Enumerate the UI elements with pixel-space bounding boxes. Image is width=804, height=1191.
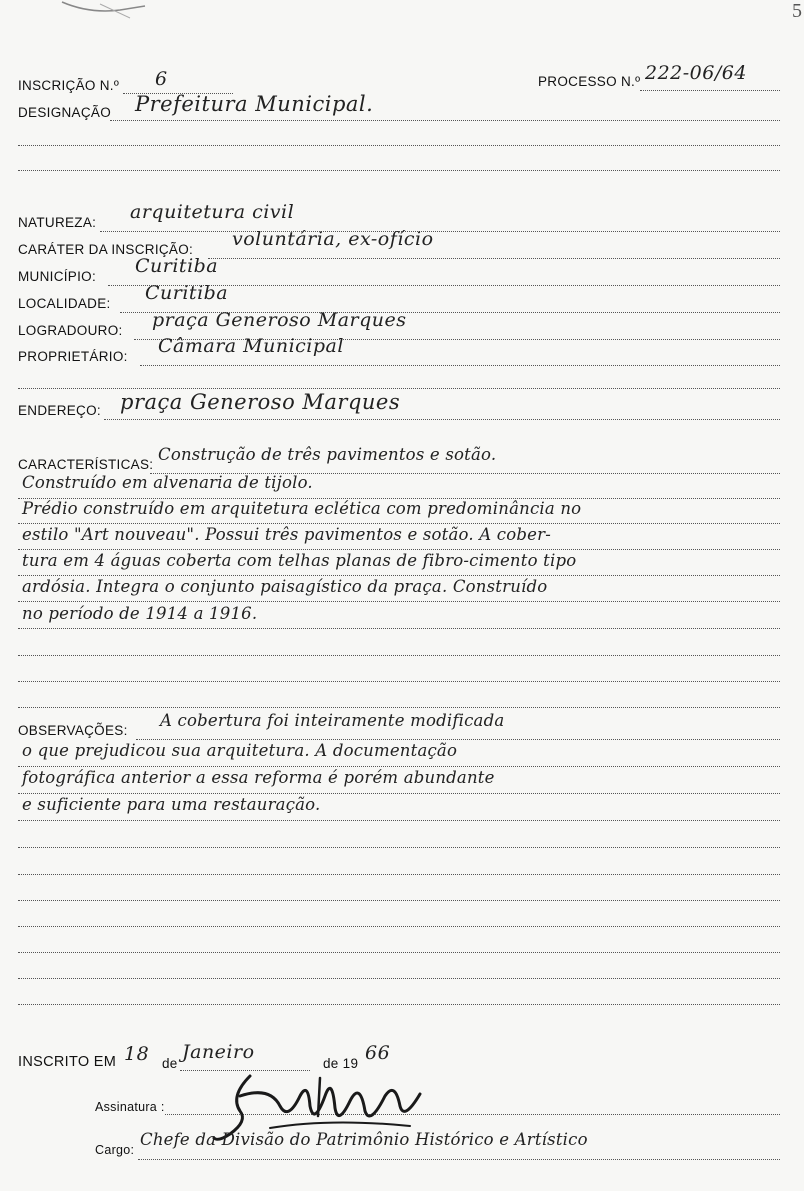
proprietario-label: PROPRIETÁRIO:	[18, 349, 128, 364]
caracteristicas-line-6: ardósia. Integra o conjunto paisagístico da praça. Construído	[22, 577, 548, 596]
natureza-value: arquitetura civil	[130, 201, 295, 223]
blank-line	[18, 900, 780, 901]
observacoes-line-1: A cobertura foi inteiramente modificada	[160, 711, 505, 730]
endereco-label: ENDEREÇO:	[18, 403, 101, 418]
caracteristicas-line-7: no período de 1914 a 1916.	[22, 604, 258, 623]
text-line	[18, 575, 780, 576]
localidade-label: LOCALIDADE:	[18, 296, 111, 311]
blank-line	[18, 170, 780, 171]
carater-label: CARÁTER DA INSCRIÇÃO:	[18, 242, 194, 257]
text-line	[18, 628, 780, 629]
natureza-label: NATUREZA:	[18, 215, 97, 230]
designacao-value: Prefeitura Municipal.	[135, 92, 374, 116]
text-line	[18, 601, 780, 602]
designacao-line	[110, 120, 780, 121]
cargo-label: Cargo:	[95, 1143, 135, 1157]
blank-line	[18, 874, 780, 875]
assinatura-label: Assinatura :	[95, 1100, 165, 1114]
text-line	[18, 766, 780, 767]
inscricao-label: INSCRIÇÃO N.º	[18, 78, 120, 93]
caracteristicas-label: CARACTERÍSTICAS:	[18, 457, 154, 472]
municipio-value: Curitiba	[135, 255, 219, 277]
inscrito-year: 66	[365, 1042, 391, 1064]
inscricao-value: 6	[155, 68, 168, 90]
inscrito-label: INSCRITO EM	[18, 1054, 117, 1070]
observacoes-line	[136, 739, 780, 740]
caracteristicas-line-1: Construção de três pavimentos e sotão.	[158, 445, 497, 464]
municipio-label: MUNICÍPIO:	[18, 269, 97, 284]
blank-line	[18, 707, 780, 708]
blank-line	[18, 681, 780, 682]
processo-label: PROCESSO N.º	[538, 74, 641, 89]
designacao-label: DESIGNAÇÃO	[18, 105, 112, 120]
text-line	[18, 549, 780, 550]
carater-line	[208, 258, 780, 259]
text-line	[18, 820, 780, 821]
blank-line	[18, 978, 780, 979]
logradouro-value: praça Generoso Marques	[152, 309, 407, 331]
inscrito-de-2: de 19	[323, 1056, 359, 1071]
logradouro-label: LOGRADOURO:	[18, 323, 123, 338]
observacoes-line-3: fotográfica anterior a essa reforma é porém abundante	[22, 768, 495, 787]
text-line	[18, 523, 780, 524]
edge-page-number: 5	[792, 0, 802, 22]
proprietario-line	[140, 365, 780, 366]
inscrito-day: 18	[124, 1043, 150, 1065]
blank-line	[18, 655, 780, 656]
processo-line	[640, 90, 780, 91]
localidade-value: Curitiba	[145, 282, 229, 304]
blank-line	[18, 926, 780, 927]
observacoes-line-4: e suficiente para uma restauração.	[22, 795, 321, 814]
proprietario-value: Câmara Municipal	[158, 335, 344, 357]
blank-line	[18, 145, 780, 146]
caracteristicas-line-4: estilo "Art nouveau". Possui três pavimentos e sotão. A cober-	[22, 525, 551, 544]
endereco-value: praça Generoso Marques	[120, 390, 401, 414]
blank-line	[18, 847, 780, 848]
caracteristicas-line-3: Prédio construído em arquitetura eclética com predominância no	[22, 499, 582, 518]
natureza-line	[100, 231, 780, 232]
text-line	[18, 793, 780, 794]
cargo-value: Chefe da Divisão do Patrimônio Histórico e Artístico	[140, 1130, 588, 1149]
caracteristicas-line-5: tura em 4 águas coberta com telhas planas de fibro-cimento tipo	[22, 551, 577, 570]
blank-line	[18, 952, 780, 953]
folded-corner-mark	[60, 0, 150, 22]
endereco-line	[104, 419, 780, 420]
observacoes-label: OBSERVAÇÕES:	[18, 723, 128, 738]
observacoes-line-2: o que prejudicou sua arquitetura. A documentação	[22, 741, 458, 760]
blank-line	[18, 1004, 780, 1005]
caracteristicas-line-2: Construído em alvenaria de tijolo.	[22, 473, 313, 492]
processo-value: 222-06/64	[645, 62, 747, 84]
carater-value: voluntária, ex-ofício	[232, 228, 434, 250]
blank-line	[18, 388, 780, 389]
inscrito-de-1: de	[162, 1056, 178, 1071]
inscrito-month: Janeiro	[182, 1041, 255, 1063]
cargo-line	[138, 1159, 780, 1160]
